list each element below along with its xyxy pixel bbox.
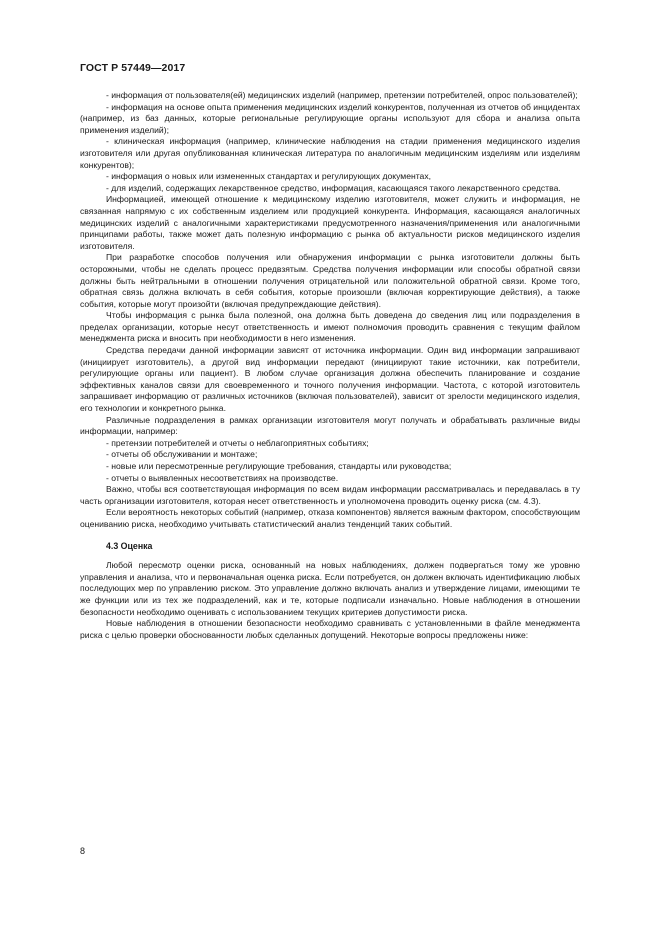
paragraph: Любой пересмотр оценки риска, основанный на новых наблюдениях, должен подвергаться тому же уровню управления и анализа, что и первоначальная оценка риска. Если потребуется, он должен включать идентификацию любых последующих мер по управлению риском. Это управление должно включать анализ и утверждение лицами, имеющими те же функции или из тех же подразделений, как и те, которые подписали изначально. Новые наблюдения в отношении безопасности необходимо оценивать с использованием текущих критериев допустимости риска. (80, 560, 580, 617)
list-item: - претензии потребителей и отчеты о неблагоприятных событиях; (106, 437, 369, 448)
list-item: - информация от пользователя(ей) медицинских изделий (например, претензии потребителей, опрос пользователей); (106, 90, 578, 100)
paragraph: Чтобы информация с рынка была полезной, она должна быть доведена до сведения лиц или подразделения в пределах организации, которые несут ответственность и имеют полномочия проводить сравнения с текущим файлом менеджмента риска и вносить при необходимости в него изменения. (80, 310, 580, 344)
paragraph: Новые наблюдения в отношении безопасности необходимо сравнивать с установленными в файле менеджмента риска с целью проверки обоснованности любых сделанных допущений. Некоторые вопросы предложены ниже: (80, 618, 580, 640)
paragraph: Если вероятность некоторых событий (например, отказа компонентов) является важным фактором, способствующим оцениванию риска, необходимо учитывать статистический анализ тенденций таких событий. (80, 507, 580, 529)
paragraph: При разработке способов получения или обнаружения информации с рынка изготовители должны быть осторожными, чтобы не сделать процесс предвзятым. Средства получения информации или способы обратной связи должны быть нейтральными в отношении получения отрицательной или положительной обратной связи. Кроме того, обратная связь должна включать в себя события, которые произошли (включая корректирующие действия), а также события, которые могут произойти (включая предупреждающие действия). (80, 252, 580, 309)
document-body (80, 90, 580, 641)
document-header: ГОСТ Р 57449—2017 (80, 62, 186, 74)
paragraph: Средства передачи данной информации зависят от источника информации. Один вид информации запрашивают (инициирует изготовитель), а другой вид информации передают (инициируют такие источники, как потребители, регулирующие органы или пациент). В любом случае организация должна обеспечить планирование и создание эффективных каналов связи для своевременного и точного получения информации. Частота, с которой изготовитель запрашивает информацию от различных источников (включая пользователей), зависит от зрелости медицинского изделия, его технологии и конкретного рынка. (80, 345, 580, 414)
paragraph: Различные подразделения в рамках организации изготовителя могут получать и обрабатывать различные виды информации, например: (80, 414, 580, 437)
list-item: - информация на основе опыта применения медицинских изделий конкурентов, полученная из отчетов об инцидентах (например, из баз данных, которые региональные регулирующие органы используют для сбора и анализа опыта применения изделий); (80, 101, 580, 135)
list-item: - отчеты об обслуживании и монтаже; (106, 449, 258, 460)
list-item: - для изделий, содержащих лекарственное средство, информация, касающаяся такого лекарственного средства. (106, 182, 561, 193)
paragraph: Важно, чтобы вся соответствующая информация по всем видам информации рассматривалась и передавалась в ту часть организации изготовителя, которая несет ответственность и уполномочена проводить оценку риска (см. 4.3). (80, 484, 580, 506)
list-item: - новые или пересмотренные регулирующие требования, стандарты или руководства; (106, 461, 452, 471)
list-item: - информация о новых или измененных стандартах и регулирующих документах, (106, 171, 432, 182)
list-item: - клиническая информация (например, клинические наблюдения на стадии применения медицинского изделия изготовителя или другая опубликованная клиническая литература по аналогичным медицинским изделиям или изделиям конкурентов); (80, 136, 580, 170)
section-heading: 4.3 Оценка (106, 540, 153, 551)
paragraph: Информацией, имеющей отношение к медицинскому изделию изготовителя, может служить и информация, не связанная напрямую с их собственным изделием или продукцией конкурента. Информация, касающаяся аналогичных медицинских изделий с аналогичными характеристиками предусмотренного назначения/применения или аналогичными принципами работы, также может дать полезную информацию с рынка об актуальности рисков медицинского изделия изготовителя. (80, 194, 580, 251)
list-item: - отчеты о выявленных несоответствиях на производстве. (106, 472, 339, 483)
page-number: 8 (80, 846, 86, 856)
